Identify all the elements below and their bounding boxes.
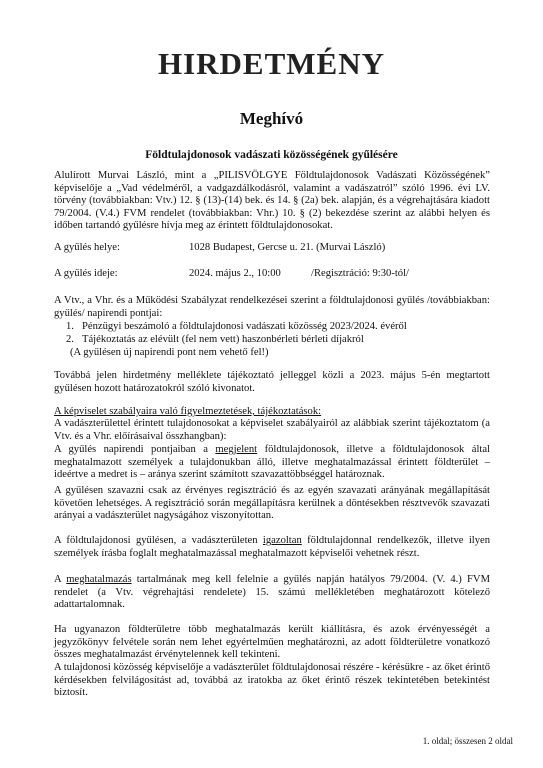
venue-value: 1028 Budapest, Gercse u. 21. (Murvai László) bbox=[189, 242, 386, 253]
page-footer: 1. oldal; összesen 2 oldal bbox=[422, 736, 513, 746]
emphasis-present: megjelent bbox=[215, 444, 258, 455]
document-heading: Földtulajdonosok vadászati közösségének gyűlésére bbox=[145, 149, 398, 161]
agenda-item-text: Pénzügyi beszámoló a földtulajdonosi vadászati közösség 2023/2024. évéről bbox=[82, 321, 407, 332]
representative-paragraph: A tulajdonosi közösség képviselője a vadászterület földtulajdonosai részére - kérésükre - az őket érintő kérdésekben felvilágosítást ad, továbbá az iratokba az őket érintő részek tekintetében betekintést biztosít. bbox=[54, 662, 490, 699]
intro-paragraph: Alulírott Murvai László, mint a „PILISVÖLGYE Földtulajdonosok Vadászati Közösségének” képviselője a „Vad védelméről, a vadgazdálkodásról, valamint a vadászatról” szóló 1996. évi LV. törvény (továbbiakban: Vtv.) 12. § (13)-(14) bek. és 14. § (2a) bek. alapján, és a végrehajtására kiadott 79/2004. (V.4.) FVM rendelet (továbbiakban: Vhr.) 10. § (2) bekezdése szerint az alábbi helyen és időben tartandó gyűlésre hívja meg az érintett földtulajdonosokat. bbox=[54, 170, 490, 232]
venue-label: A gyűlés helye: bbox=[54, 242, 120, 253]
agenda-intro: A Vtv., a Vhr. és a Működési Szabályzat rendelkezései szerint a földtulajdonosi gyűlés /továbbiakban: gyűlés/ napirendi pontjai: bbox=[54, 295, 490, 319]
agenda-item-text: Tájékoztatás az elévült (fel nem vett) haszonbérleti bérleti díjakról bbox=[82, 334, 364, 345]
agenda-item bbox=[66, 321, 74, 334]
time-label: A gyűlés ideje: bbox=[54, 268, 118, 279]
emphasis-mandate: meghatalmazás bbox=[66, 574, 132, 585]
document-subtitle: Meghívó bbox=[239, 109, 304, 128]
multiple-mandates-paragraph: Ha ugyanazon földterületre több meghatalmazás került kiállításra, és azok érvényességét a jegyzőkönyv felvétele során nem lehet egyértelműen meghatározni, az adott földterületre vonatkozó összes meghatalmazást érvénytelennek kell tekinteni. bbox=[54, 624, 490, 661]
warning-heading: A képviselet szabályaira való figyelmeztetések, tájékoztatások: bbox=[54, 406, 322, 417]
mandate-paragraph: A meghatalmazás tartalmának meg kell felelnie a gyűlés napján hatályos 79/2004. (V. 4.) FVM rendelet (a Vtv. végrehajtási rendelete) 15. számú mellékletében meghatározott kötelező adattartalomnak. bbox=[54, 574, 490, 611]
warning-paragraph-3: A gyűlésen szavazni csak az érvényes regisztráció és az egyén szavazati arányának megállapítását követően lehetséges. A regisztráció során megállapításra kerülnek a döntésekben résztvevők szavazati arányai a vadászterület nagyságához viszonyítottan. bbox=[54, 485, 490, 522]
representation-paragraph: A földtulajdonosi gyűlésen, a vadászterületen igazoltan földtulajdonnal rendelkezők, illetve ilyen személyek írásba foglalt meghatalmazással meghatalmazott képviselői vehetnek részt. bbox=[54, 535, 490, 559]
agenda-note: (A gyűlésen új napirendi pont nem vehető fel!) bbox=[70, 347, 269, 358]
attachment-paragraph: Továbbá jelen hirdetmény melléklete tájékoztató jelleggel közli a 2023. május 5-én megtartott gyűlésen hozott határozatokról szóló kivonatot. bbox=[54, 370, 490, 394]
time-value: 2024. május 2., 10:00 bbox=[189, 268, 281, 279]
agenda-item-number: 1. bbox=[66, 321, 74, 332]
warning-paragraph-1: A vadászterülettel érintett tulajdonosokat a képviselet szabályairól az alábbiak szerint tájékoztatom (a Vtv. és a Vhr. előírásaival összhangban): bbox=[54, 418, 490, 442]
warning-paragraph-2: A gyűlés napirendi pontjaiban a megjelent földtulajdonosok, illetve a földtulajdonosok által meghatalmazott személyek a tulajdonukban álló, illetve meghatalmazással érintett földterület – ideértve a medret is – aránya szerint számított szavazattöbbséggel határoznak. bbox=[54, 444, 490, 481]
registration-value: /Regisztráció: 9:30-tól/ bbox=[311, 268, 409, 279]
agenda-item bbox=[66, 334, 74, 347]
document-title: HIRDETMÉNY bbox=[157, 46, 385, 81]
emphasis-verified: igazoltan bbox=[262, 535, 302, 546]
agenda-item-number: 2. bbox=[66, 334, 74, 345]
